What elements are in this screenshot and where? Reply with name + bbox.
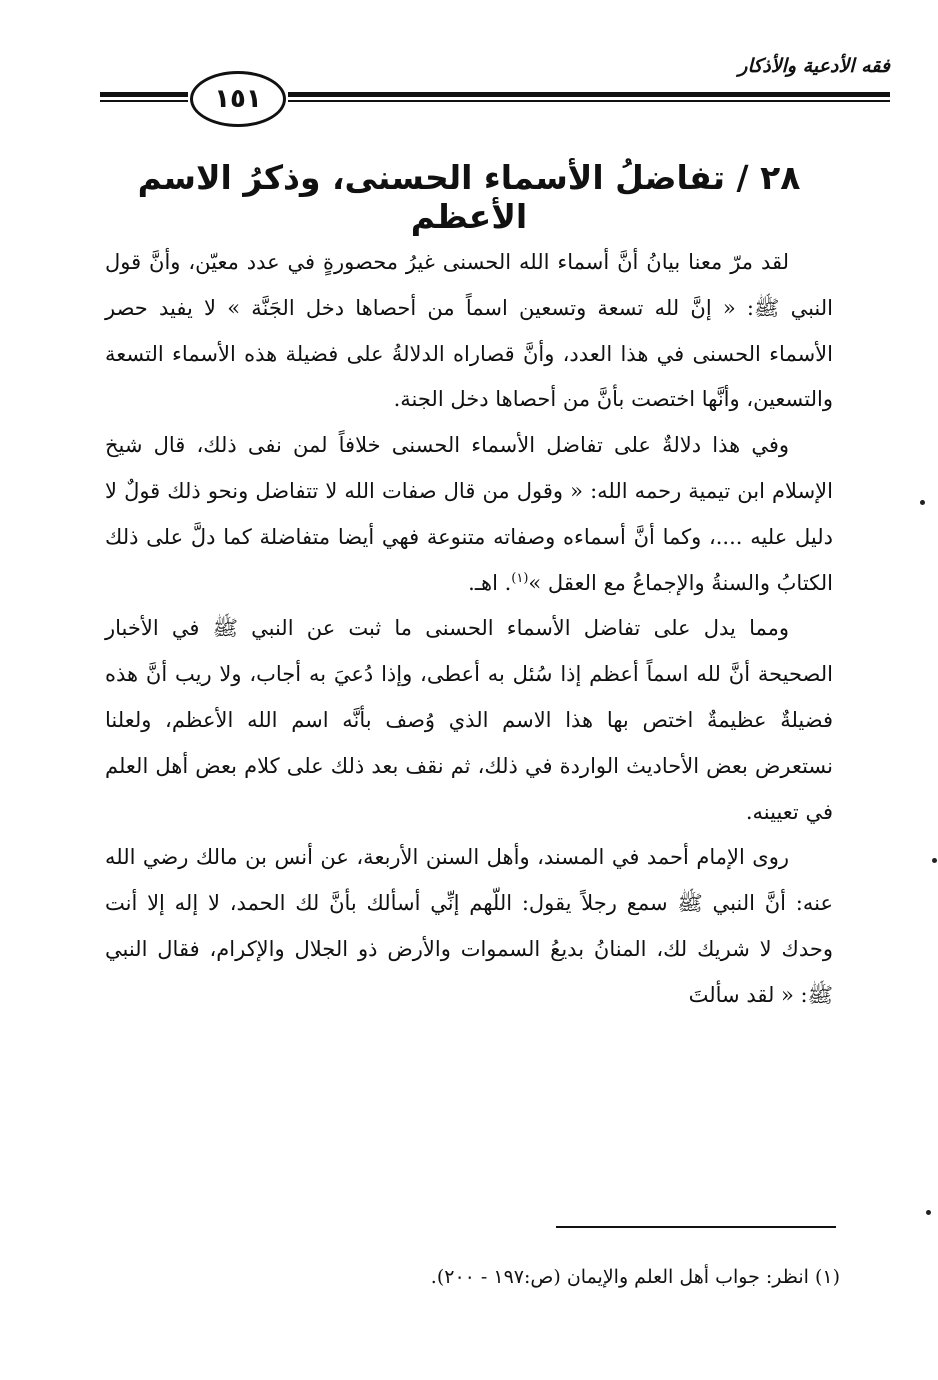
footnote-separator [556,1226,836,1228]
scan-speck [932,858,937,863]
paragraph [105,423,833,606]
paragraph: ومما يدل على تفاضل الأسماء الحسنى ما ثبت عن النبي ﷺ في الأخبار الصحيحة أنَّ لله اسماً أعظم إذا سُئل به أعطى، وإذا دُعيَ به أجاب، ولا ريب أنَّ هذه فضيلةٌ عظيمةٌ اختص بها هذا الاسم الذي وُصف بأنَّه اسم الله الأعظم، ولعلنا نستعرض بعض الأحاديث الواردة في ذلك، ثم نقف بعد ذلك على كلام بعض أهل العلم في تعيينه. [105,616,833,824]
paragraph: لقد مرّ معنا بيانُ أنَّ أسماء الله الحسنى غيرُ محصورةٍ في عدد معيّن، وأنَّ قول النبي ﷺ: « إنَّ لله تسعة وتسعين اسماً من أحصاها دخل الجَنَّة » لا يفيد حصر الأسماء الحسنى في هذا العدد، وأنَّ قصاراه الدلالةُ على فضيلة هذه الأسماء التسعة والتسعين، وأنَّها اختصت بأنَّ من أحصاها دخل الجنة. [105,250,833,412]
header-rule [288,92,890,97]
scan-speck [926,1210,931,1215]
header-rule [288,100,890,102]
chapter-title: ٢٨ / تفاضلُ الأسماء الحسنى، وذكرُ الاسم الأعظم [137,158,801,236]
scan-speck [920,500,925,505]
page-number: ١٥١ [190,71,286,127]
header-rule [100,92,188,97]
paragraph-text: . اهـ. [468,570,512,595]
paragraph: روى الإمام أحمد في المسند، وأهل السنن الأربعة، عن أنس بن مالك رضي الله عنه: أنَّ النبي ﷺ سمع رجلاً يقول: اللّهم إنِّي أسألك بأنَّ لك الحمد، لا إله إلا أنت وحدك لا شريك لك، المنانُ بديعُ السموات والأرض ذو الجلال والإكرام، فقال النبي ﷺ: « لقد سألتَ [105,845,833,1007]
page-header [100,55,890,125]
footnote-reference[interactable]: (١) [511,570,529,586]
footnote: (١) انظر: جواب أهل العلم والإيمان (ص:١٩٧ - ٢٠٠). [430,1266,840,1288]
header-rule [100,100,188,102]
running-title: فقه الأدعية والأذكار [738,55,890,77]
paragraph-text: وفي هذا دلالةٌ على تفاضل الأسماء الحسنى خلافاً لمن نفى ذلك، قال شيخ الإسلام ابن تيمية رحمه الله: « وقول من قال صفات الله لا تتفاضل ونحو ذلك قولٌ لا دليل عليه ....، وكما أنَّ أسماءه وصفاته متنوعة فهي أيضا متفاضلة كما دلَّ على ذلك الكتابُ والسنةُ والإجماعُ مع العقل » [105,433,833,595]
body-text [105,240,833,1019]
